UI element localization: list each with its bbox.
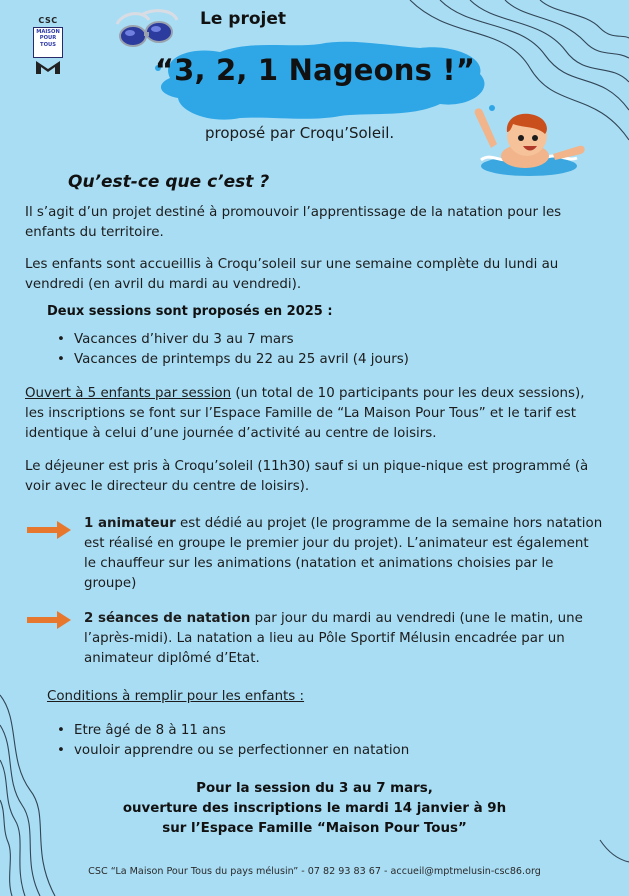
list-item: • Vacances de printemps du 22 au 25 avril (4 jours) xyxy=(55,350,409,370)
paragraph-inscriptions xyxy=(25,384,605,444)
list-item: • Vacances d’hiver du 3 au 7 mars xyxy=(55,330,409,350)
sessions-list xyxy=(55,330,409,370)
paragraph-dejeuner: Le déjeuner est pris à Croqu’soleil (11h30) sauf si un pique-nique est programmé (à voir avec le directeur du centre de loisirs). xyxy=(25,459,589,494)
arrow-icon xyxy=(25,520,73,540)
feature-seances-bold: 2 séances de natation xyxy=(84,611,251,626)
inscriptions-text: (un total de 10 participants pour les deux sessions), les inscriptions se font sur l’Espace Famille de “La Maison Pour Tous” et le tarif est identique à celui d’une journée d’activité au centre de loisirs. xyxy=(25,386,585,441)
sessions-title: Deux sessions sont proposés en 2025 : xyxy=(47,304,333,319)
logo-csc: CSC xyxy=(38,16,58,25)
header-le-projet: Le projet xyxy=(200,9,286,29)
feature-animateur-text: est dédié au projet (le programme de la semaine hors natation est réalisé en groupe le premier jour du projet). L’animateur est également le chauffeur sur les animations (natation et animations choisies par le groupe) xyxy=(84,516,603,591)
conditions-title: Conditions à remplir pour les enfants : xyxy=(47,689,305,704)
csc-logo xyxy=(31,16,65,74)
paragraph-intro: Il s’agit d’un projet destiné à promouvoir l’apprentissage de la natation pour les enfants du territoire. xyxy=(25,205,562,240)
logo-line-3: TOUS xyxy=(40,41,56,48)
feature-seances-text: par jour du mardi au vendredi (une le matin, une l’après-midi). La natation a lieu au Pôle Sportif Mélusin encadrée par un animateur diplômé d’Etat. xyxy=(84,611,583,666)
logo-m-icon xyxy=(35,60,61,74)
feature-seances xyxy=(84,609,604,669)
cta-line-2: ouverture des inscriptions le mardi 14 janvier à 9h xyxy=(122,801,507,816)
feature-animateur-bold: 1 animateur xyxy=(84,516,176,531)
arrow-icon xyxy=(25,610,73,630)
logo-line-1: MAISON xyxy=(36,29,60,35)
logo-maison-pour-tous xyxy=(33,27,63,58)
section-question: Qu’est-ce que c’est ? xyxy=(68,172,270,192)
page-title: “3, 2, 1 Nageons !” xyxy=(154,53,476,87)
call-to-action xyxy=(0,779,629,839)
swimmer-icon xyxy=(467,100,589,184)
list-item: • Etre âgé de 8 à 11 ans xyxy=(55,721,409,741)
inscriptions-underlined: Ouvert à 5 enfants par session xyxy=(25,386,232,401)
logo-line-2: POUR xyxy=(39,35,57,42)
footer-contact: CSC “La Maison Pour Tous du pays mélusin” - 07 82 93 83 67 - accueil@mptmelusin-csc86.org xyxy=(88,866,541,877)
feature-animateur xyxy=(84,514,604,594)
conditions-list xyxy=(55,721,409,761)
paragraph-accueil: Les enfants sont accueillis à Croqu’soleil sur une semaine complète du lundi au vendredi (en avril du mardi au vendredi). xyxy=(25,257,559,292)
cta-line-3: sur l’Espace Famille “Maison Pour Tous” xyxy=(162,821,467,836)
cta-line-1: Pour la session du 3 au 7 mars, xyxy=(196,781,433,796)
list-item: • vouloir apprendre ou se perfectionner en natation xyxy=(55,741,409,761)
header-propose: proposé par Croqu’Soleil. xyxy=(205,124,395,142)
